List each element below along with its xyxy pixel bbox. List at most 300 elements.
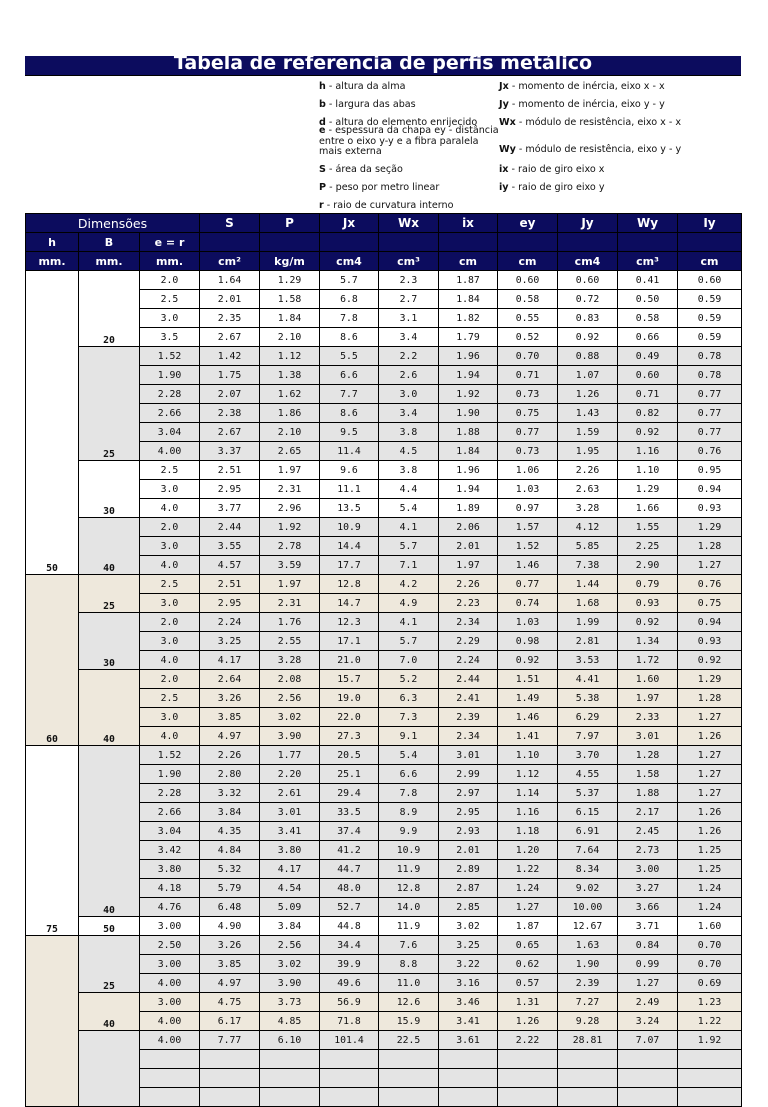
legend-text: - momento de inércia, eixo y - y — [508, 99, 665, 110]
table-cell: 0.78 — [678, 347, 742, 366]
table-cell: 0.83 — [558, 309, 618, 328]
unit-p: kg/m — [260, 252, 320, 271]
table-cell: 1.58 — [260, 290, 320, 309]
table-cell: 5.09 — [260, 898, 320, 917]
table-cell: 9.6 — [320, 461, 379, 480]
table-cell: 3.41 — [439, 1012, 498, 1031]
h-group-cell: 60 — [26, 575, 79, 746]
table-cell: 2.0 — [140, 670, 200, 689]
table-cell: 1.31 — [498, 993, 558, 1012]
table-cell: 1.26 — [678, 727, 742, 746]
table-cell: 2.28 — [140, 385, 200, 404]
table-cell: 1.94 — [439, 366, 498, 385]
table-cell: 2.0 — [140, 271, 200, 290]
table-cell: 0.95 — [678, 461, 742, 480]
table-cell: 3.4 — [379, 328, 439, 347]
table-cell: 4.35 — [200, 822, 260, 841]
table-cell: 8.6 — [320, 404, 379, 423]
table-cell: 2.01 — [200, 290, 260, 309]
table-cell: 2.56 — [260, 936, 320, 955]
table-cell: 13.5 — [320, 499, 379, 518]
table-cell: 15.7 — [320, 670, 379, 689]
table-cell — [618, 1069, 678, 1088]
table-cell: 1.12 — [260, 347, 320, 366]
table-cell: 7.07 — [618, 1031, 678, 1050]
table-cell: 1.20 — [498, 841, 558, 860]
table-cell: 5.2 — [379, 670, 439, 689]
table-cell: 2.78 — [260, 537, 320, 556]
table-cell: 56.9 — [320, 993, 379, 1012]
table-cell: 3.01 — [439, 746, 498, 765]
table-cell: 3.8 — [379, 423, 439, 442]
table-cell: 1.55 — [618, 518, 678, 537]
legend-item-wy — [499, 144, 681, 155]
table-cell: 0.50 — [618, 290, 678, 309]
table-cell: 4.0 — [140, 499, 200, 518]
table-cell — [200, 1050, 260, 1069]
table-cell: 4.1 — [379, 613, 439, 632]
table-row — [26, 613, 742, 632]
table-cell: 2.5 — [140, 689, 200, 708]
table-cell: 1.97 — [260, 575, 320, 594]
table-cell: 0.52 — [498, 328, 558, 347]
table-cell: 1.03 — [498, 480, 558, 499]
table-cell: 1.58 — [618, 765, 678, 784]
table-cell: 0.92 — [498, 651, 558, 670]
unit-ey: cm — [498, 252, 558, 271]
table-cell: 7.8 — [320, 309, 379, 328]
table-cell: 1.82 — [439, 309, 498, 328]
table-cell: 1.29 — [260, 271, 320, 290]
header-blank — [439, 233, 498, 252]
table-cell: 3.32 — [200, 784, 260, 803]
table-cell: 8.8 — [379, 955, 439, 974]
table-cell: 4.4 — [379, 480, 439, 499]
table-cell: 1.28 — [618, 746, 678, 765]
table-cell: 14.7 — [320, 594, 379, 613]
profile-table-container — [25, 213, 741, 1046]
legend-text: - espessura da chapa ey - distância entre o eixo y-y e a fibra paralela mais externa — [319, 125, 499, 157]
table-row — [26, 1031, 742, 1050]
header-blank — [379, 233, 439, 252]
table-cell: 1.96 — [439, 461, 498, 480]
table-cell: 2.96 — [260, 499, 320, 518]
table-cell: 2.34 — [439, 727, 498, 746]
table-cell: 2.55 — [260, 632, 320, 651]
table-cell: 1.64 — [200, 271, 260, 290]
b-group-cell: 40 — [79, 670, 140, 746]
table-cell: 8.9 — [379, 803, 439, 822]
table-cell: 2.01 — [439, 537, 498, 556]
table-cell: 4.5 — [379, 442, 439, 461]
table-cell: 0.77 — [678, 385, 742, 404]
table-cell: 2.0 — [140, 518, 200, 537]
table-cell: 1.28 — [678, 537, 742, 556]
table-cell: 2.95 — [439, 803, 498, 822]
table-cell: 3.0 — [140, 632, 200, 651]
table-cell: 12.67 — [558, 917, 618, 936]
header-blank — [200, 233, 260, 252]
table-cell: 0.70 — [678, 955, 742, 974]
table-cell: 2.97 — [439, 784, 498, 803]
table-cell: 3.4 — [379, 404, 439, 423]
table-cell: 3.04 — [140, 423, 200, 442]
table-cell: 0.94 — [678, 613, 742, 632]
table-cell: 3.27 — [618, 879, 678, 898]
table-cell: 5.37 — [558, 784, 618, 803]
table-cell: 0.77 — [498, 575, 558, 594]
legend-text: - momento de inércia, eixo x - x — [508, 81, 665, 92]
table-cell: 0.72 — [558, 290, 618, 309]
table-cell: 5.7 — [379, 537, 439, 556]
unit-jx: cm4 — [320, 252, 379, 271]
table-cell: 2.51 — [200, 575, 260, 594]
table-cell — [320, 1088, 379, 1107]
h-group-cell: 50 — [26, 271, 79, 575]
table-cell: 12.8 — [379, 879, 439, 898]
table-cell: 6.6 — [320, 366, 379, 385]
table-cell: 2.51 — [200, 461, 260, 480]
table-cell: 1.76 — [260, 613, 320, 632]
table-cell: 1.27 — [618, 974, 678, 993]
table-cell: 1.26 — [498, 1012, 558, 1031]
table-cell: 3.0 — [140, 309, 200, 328]
table-cell: 1.59 — [558, 423, 618, 442]
legend-text: - altura da alma — [325, 81, 406, 92]
table-cell — [558, 1069, 618, 1088]
table-cell: 2.6 — [379, 366, 439, 385]
header-row-units — [26, 252, 742, 271]
table-cell: 101.4 — [320, 1031, 379, 1050]
header-ey: ey — [498, 214, 558, 233]
table-cell: 6.48 — [200, 898, 260, 917]
table-cell: 1.72 — [618, 651, 678, 670]
table-cell: 0.94 — [678, 480, 742, 499]
table-cell: 4.90 — [200, 917, 260, 936]
table-cell: 1.92 — [439, 385, 498, 404]
table-cell: 0.84 — [618, 936, 678, 955]
table-cell: 1.52 — [140, 746, 200, 765]
table-cell: 2.45 — [618, 822, 678, 841]
table-cell: 1.14 — [498, 784, 558, 803]
table-cell: 1.46 — [498, 556, 558, 575]
table-cell — [439, 1088, 498, 1107]
table-row — [26, 347, 742, 366]
b-group-cell: 20 — [79, 271, 140, 347]
table-cell: 0.92 — [558, 328, 618, 347]
table-cell: 0.41 — [618, 271, 678, 290]
table-cell: 3.55 — [200, 537, 260, 556]
table-cell: 1.51 — [498, 670, 558, 689]
table-cell: 7.3 — [379, 708, 439, 727]
table-cell: 0.57 — [498, 974, 558, 993]
table-cell: 1.44 — [558, 575, 618, 594]
table-cell — [618, 1050, 678, 1069]
table-cell: 1.99 — [558, 613, 618, 632]
table-cell: 0.79 — [618, 575, 678, 594]
table-cell: 0.92 — [618, 423, 678, 442]
header-wy: Wy — [618, 214, 678, 233]
table-cell: 2.44 — [439, 670, 498, 689]
table-cell: 1.28 — [678, 689, 742, 708]
table-cell: 29.4 — [320, 784, 379, 803]
table-cell: 1.16 — [498, 803, 558, 822]
table-cell: 1.27 — [678, 784, 742, 803]
table-cell: 17.7 — [320, 556, 379, 575]
table-cell: 1.87 — [439, 271, 498, 290]
table-cell: 2.61 — [260, 784, 320, 803]
table-cell: 2.06 — [439, 518, 498, 537]
table-cell: 39.9 — [320, 955, 379, 974]
table-cell: 0.73 — [498, 442, 558, 461]
table-cell: 2.07 — [200, 385, 260, 404]
table-cell: 6.15 — [558, 803, 618, 822]
table-cell: 14.4 — [320, 537, 379, 556]
table-cell: 3.90 — [260, 727, 320, 746]
table-cell: 1.12 — [498, 765, 558, 784]
title-bar — [25, 52, 741, 76]
table-cell: 2.10 — [260, 328, 320, 347]
table-cell: 4.85 — [260, 1012, 320, 1031]
table-cell: 2.50 — [140, 936, 200, 955]
header-jx: Jx — [320, 214, 379, 233]
table-cell: 1.34 — [618, 632, 678, 651]
table-row — [26, 993, 742, 1012]
table-cell: 1.90 — [558, 955, 618, 974]
table-cell: 0.59 — [678, 290, 742, 309]
table-cell: 2.0 — [140, 613, 200, 632]
table-cell: 0.88 — [558, 347, 618, 366]
table-cell: 1.52 — [140, 347, 200, 366]
table-cell — [320, 1050, 379, 1069]
table-cell: 2.24 — [439, 651, 498, 670]
table-cell: 10.9 — [320, 518, 379, 537]
table-cell: 3.46 — [439, 993, 498, 1012]
table-body — [26, 271, 742, 1107]
table-cell: 4.57 — [200, 556, 260, 575]
table-cell: 7.1 — [379, 556, 439, 575]
table-cell: 5.38 — [558, 689, 618, 708]
legend-text: - altura do elemento enrijecido — [325, 117, 478, 128]
table-cell: 41.2 — [320, 841, 379, 860]
b-group-cell: 25 — [79, 347, 140, 461]
table-cell: 1.75 — [200, 366, 260, 385]
table-cell: 1.18 — [498, 822, 558, 841]
unit-e: mm. — [140, 252, 200, 271]
table-cell: 10.00 — [558, 898, 618, 917]
table-cell: 2.35 — [200, 309, 260, 328]
table-row — [26, 575, 742, 594]
table-cell: 0.60 — [618, 366, 678, 385]
legend-symbol: Jx — [499, 81, 509, 92]
table-cell: 3.26 — [200, 936, 260, 955]
header-s: S — [200, 214, 260, 233]
table-cell: 3.84 — [260, 917, 320, 936]
table-cell: 1.27 — [678, 746, 742, 765]
unit-b: mm. — [79, 252, 140, 271]
table-cell: 0.75 — [678, 594, 742, 613]
legend-item-jx — [499, 81, 665, 92]
table-cell: 1.23 — [678, 993, 742, 1012]
legend-item-wx — [499, 117, 681, 128]
b-group-cell: 25 — [79, 936, 140, 993]
table-cell: 1.41 — [498, 727, 558, 746]
legend-symbol: h — [319, 81, 326, 92]
table-cell: 0.69 — [678, 974, 742, 993]
table-cell: 28.81 — [558, 1031, 618, 1050]
table-cell: 5.4 — [379, 499, 439, 518]
table-cell: 2.56 — [260, 689, 320, 708]
table-cell: 3.26 — [200, 689, 260, 708]
table-cell: 52.7 — [320, 898, 379, 917]
table-cell: 3.01 — [260, 803, 320, 822]
table-cell: 1.94 — [439, 480, 498, 499]
table-cell: 2.34 — [439, 613, 498, 632]
table-cell: 1.95 — [558, 442, 618, 461]
table-cell: 3.90 — [260, 974, 320, 993]
table-cell: 7.8 — [379, 784, 439, 803]
table-cell: 3.84 — [200, 803, 260, 822]
table-cell: 0.98 — [498, 632, 558, 651]
table-cell: 2.22 — [498, 1031, 558, 1050]
unit-s: cm² — [200, 252, 260, 271]
table-cell: 2.29 — [439, 632, 498, 651]
table-cell — [260, 1069, 320, 1088]
table-cell: 1.24 — [678, 898, 742, 917]
table-cell: 4.17 — [200, 651, 260, 670]
table-cell: 7.6 — [379, 936, 439, 955]
unit-iy: cm — [678, 252, 742, 271]
table-cell: 3.80 — [140, 860, 200, 879]
table-cell: 2.64 — [200, 670, 260, 689]
table-cell: 1.27 — [678, 556, 742, 575]
table-cell: 2.38 — [200, 404, 260, 423]
table-cell: 2.23 — [439, 594, 498, 613]
table-cell: 7.77 — [200, 1031, 260, 1050]
table-cell: 3.1 — [379, 309, 439, 328]
table-cell: 1.88 — [439, 423, 498, 442]
b-group-cell: 30 — [79, 613, 140, 670]
table-cell: 1.57 — [498, 518, 558, 537]
table-cell — [498, 1088, 558, 1107]
table-cell: 2.80 — [200, 765, 260, 784]
legend-symbol: r — [319, 200, 324, 211]
table-cell: 0.60 — [678, 271, 742, 290]
table-cell — [678, 1088, 742, 1107]
table-cell: 33.5 — [320, 803, 379, 822]
table-cell: 2.20 — [260, 765, 320, 784]
table-cell: 2.33 — [618, 708, 678, 727]
table-cell: 0.93 — [678, 499, 742, 518]
table-cell: 1.29 — [678, 518, 742, 537]
table-cell: 2.65 — [260, 442, 320, 461]
table-cell: 7.38 — [558, 556, 618, 575]
b-group-cell: 40 — [79, 518, 140, 575]
table-cell: 3.00 — [618, 860, 678, 879]
table-cell: 12.3 — [320, 613, 379, 632]
table-cell: 15.9 — [379, 1012, 439, 1031]
table-cell: 1.88 — [618, 784, 678, 803]
table-cell: 2.67 — [200, 328, 260, 347]
table-cell: 0.93 — [678, 632, 742, 651]
table-cell: 1.89 — [439, 499, 498, 518]
table-cell: 2.26 — [558, 461, 618, 480]
table-cell: 11.9 — [379, 860, 439, 879]
table-cell: 3.28 — [558, 499, 618, 518]
table-cell: 1.52 — [498, 537, 558, 556]
table-cell: 6.29 — [558, 708, 618, 727]
legend-item-s — [319, 164, 403, 175]
table-cell: 2.01 — [439, 841, 498, 860]
header-b: B — [79, 233, 140, 252]
table-cell — [379, 1050, 439, 1069]
table-cell: 0.62 — [498, 955, 558, 974]
table-row — [26, 461, 742, 480]
table-cell: 4.76 — [140, 898, 200, 917]
table-cell — [260, 1050, 320, 1069]
table-cell: 1.90 — [439, 404, 498, 423]
table-cell — [439, 1050, 498, 1069]
table-cell — [200, 1069, 260, 1088]
table-cell: 1.26 — [558, 385, 618, 404]
table-cell: 0.75 — [498, 404, 558, 423]
table-cell: 4.0 — [140, 651, 200, 670]
table-cell: 4.1 — [379, 518, 439, 537]
table-cell: 2.3 — [379, 271, 439, 290]
table-cell: 1.03 — [498, 613, 558, 632]
legend-item-iy — [499, 182, 605, 193]
table-cell: 0.55 — [498, 309, 558, 328]
header-row-titles — [26, 214, 742, 233]
table-cell: 12.8 — [320, 575, 379, 594]
table-cell: 0.93 — [618, 594, 678, 613]
table-cell: 2.2 — [379, 347, 439, 366]
legend-item-h — [319, 81, 405, 92]
table-cell: 3.53 — [558, 651, 618, 670]
table-cell: 9.5 — [320, 423, 379, 442]
table-cell: 3.16 — [439, 974, 498, 993]
unit-h: mm. — [26, 252, 79, 271]
table-cell: 6.91 — [558, 822, 618, 841]
table-cell: 0.70 — [678, 936, 742, 955]
header-blank — [678, 233, 742, 252]
header-blank — [498, 233, 558, 252]
table-cell: 1.79 — [439, 328, 498, 347]
table-cell: 1.16 — [618, 442, 678, 461]
table-cell: 4.9 — [379, 594, 439, 613]
table-cell: 0.92 — [618, 613, 678, 632]
legend-text: - peso por metro linear — [326, 182, 440, 193]
legend-text: - módulo de resistência, eixo y - y — [515, 144, 682, 155]
table-cell: 2.5 — [140, 461, 200, 480]
table-cell: 4.0 — [140, 727, 200, 746]
table-cell: 2.87 — [439, 879, 498, 898]
table-cell — [618, 1088, 678, 1107]
legend-text: - raio de giro eixo y — [508, 182, 605, 193]
table-cell: 6.3 — [379, 689, 439, 708]
table-cell: 1.62 — [260, 385, 320, 404]
table-cell: 1.97 — [618, 689, 678, 708]
table-cell: 3.04 — [140, 822, 200, 841]
table-cell: 3.0 — [140, 480, 200, 499]
table-cell: 1.84 — [439, 442, 498, 461]
table-cell: 1.92 — [260, 518, 320, 537]
table-cell: 3.02 — [439, 917, 498, 936]
table-cell: 2.81 — [558, 632, 618, 651]
table-cell: 0.92 — [678, 651, 742, 670]
table-cell: 3.00 — [140, 955, 200, 974]
legend-text: - largura das abas — [325, 99, 416, 110]
